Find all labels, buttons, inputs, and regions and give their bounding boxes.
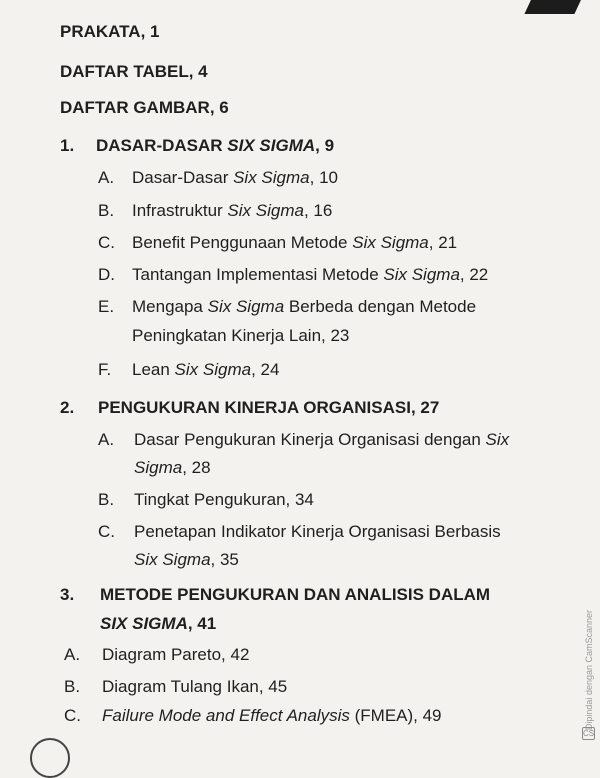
page-stamp-arc [30,738,70,778]
toc-item-continuation: Sigma, 28 [134,458,211,477]
toc-item: Tingkat Pengukuran, 34 [134,490,314,509]
chapter-2-title: PENGUKURAN KINERJA ORGANISASI, 27 [98,398,440,417]
camscanner-icon: CS [583,729,595,738]
toc-item-letter: C. [98,522,115,541]
chapter-3-number: 3. [60,585,75,604]
toc-item: Lean Six Sigma, 24 [132,360,280,379]
toc-item: Diagram Pareto, 42 [102,645,250,664]
toc-item-letter: C. [98,233,115,252]
chapter-1-title: DASAR-DASAR SIX SIGMA, 9 [96,136,335,155]
chapter-1-number: 1. [60,136,75,155]
page-corner-shadow [524,0,585,14]
scanner-watermark: Dipindai dengan CamScanner [584,610,594,731]
chapter-2-number: 2. [60,398,75,417]
toc-item: Penetapan Indikator Kinerja Organisasi Berbasis [134,522,501,541]
toc-item-letter: C. [64,706,81,725]
toc-daftar-tabel: DAFTAR TABEL, 4 [60,62,208,81]
toc-item: Failure Mode and Effect Analysis (FMEA), 49 [102,706,442,725]
toc-item-letter: B. [64,677,81,696]
toc-item-continuation: Six Sigma, 35 [134,550,239,569]
toc-item: Benefit Penggunaan Metode Six Sigma, 21 [132,233,458,252]
toc-item-letter: D. [98,265,115,284]
toc-item-letter: A. [64,645,81,664]
toc-item-letter: B. [98,490,115,509]
toc-item-letter: B. [98,201,115,220]
toc-item: Infrastruktur Six Sigma, 16 [132,201,333,220]
toc-item-continuation: Peningkatan Kinerja Lain, 23 [132,326,350,345]
toc-item: Tantangan Implementasi Metode Six Sigma, 22 [132,265,489,284]
toc-item-letter: E. [98,297,115,316]
chapter-3-title: METODE PENGUKURAN DAN ANALISIS DALAM [100,585,491,604]
toc-item-letter: A. [98,430,115,449]
toc-item: Mengapa Six Sigma Berbeda dengan Metode [132,297,477,316]
toc-item-letter: F. [98,360,112,379]
chapter-3-title-continuation: SIX SIGMA, 41 [100,614,217,633]
toc-item: Dasar Pengukuran Kinerja Organisasi dengan Six [134,430,510,449]
toc-item: Dasar-Dasar Six Sigma, 10 [132,168,338,187]
toc-prakata: PRAKATA, 1 [60,22,160,41]
toc-daftar-gambar: DAFTAR GAMBAR, 6 [60,98,229,117]
toc-item-letter: A. [98,168,115,187]
toc-item: Diagram Tulang Ikan, 45 [102,677,288,696]
